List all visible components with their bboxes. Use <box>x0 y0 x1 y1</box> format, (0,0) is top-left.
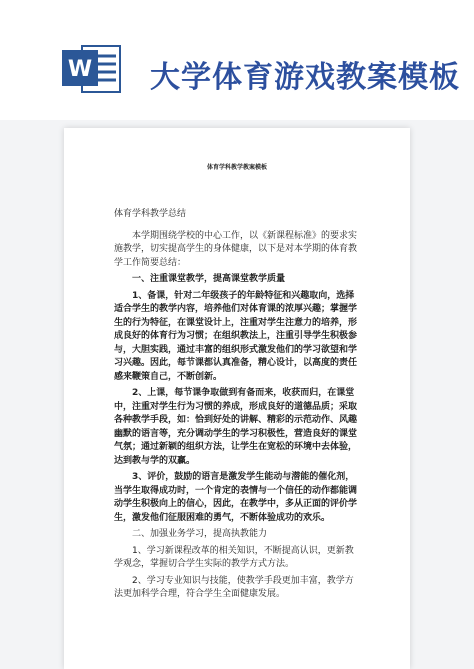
summary-heading: 体育学科教学总结 <box>114 209 187 219</box>
paragraph-evaluation: 3、评价，鼓励的语言是激发学生能动与潜能的催化剂，当学生取得成功时，一个肯定的表情与一个信任的动作都能调动学生积极向上的信心，因此，在教学中，多从正面的评价学生，激发他们征服困难的勇气，不断体验成功的欢乐。 <box>114 472 358 523</box>
intro-paragraph: 本学期围绕学校的中心工作，以《新课程标准》的要求实施教学，切实提高学生的身体健康，以下是对本学期的体育教学工作简要总结： <box>114 230 358 268</box>
paragraph-study-2: 2、学习专业知识与技能，使教学手段更加丰富，教学方法更加科学合理，符合学生全面健康发展。 <box>114 575 354 599</box>
document-page <box>64 128 410 669</box>
paragraph-study-1: 1、学习新课程改革的相关知识，不断提高认识，更新教学观念，掌握切合学生实际的教学方式方法。 <box>114 545 354 569</box>
paragraph-class: 2、上课，每节课争取做到有备而来，收获而归，在课堂中，注重对学生行为习惯的养成，形成良好的道德品质；采取各种教学手段，如：恰到好处的讲解、精彩的示范动作、风趣幽默的语言等，充分调动学生的学习积极性，营造良好的课堂气氛；通过新颖的组织方法，让学生在宽松的环境中去体验，达到教与学的双赢。 <box>114 388 358 466</box>
svg-text:W: W <box>67 57 93 82</box>
document-title: 体育学科教学教案模板 <box>206 164 267 171</box>
paragraph-lesson-prep: 1、备课，针对二年级孩子的年龄特征和兴趣取向，选择适合学生的教学内容，培养他们对体育课的浓厚兴趣；掌握学生的行为特征，在课堂设计上，注重对学生注意力的培养，形成良好的体育行为习惯；在组织教法上，注重引导学生积极参与，大胆实践，通过丰富的组织形式激发他们的学习欲望和学习兴趣。因此，每节课都认真准备，精心设计，以高度的责任感来鞭策自己，不断创新。 <box>114 290 358 382</box>
section-heading-2: 二、加强业务学习，提高执教能力 <box>132 529 268 539</box>
banner <box>0 0 474 120</box>
banner-title: 大学体育游戏教案模板 <box>150 60 460 95</box>
section-heading-1: 一、注重课堂教学，提高课堂教学质量 <box>132 274 286 284</box>
document-body <box>114 208 360 605</box>
word-icon <box>62 40 122 96</box>
